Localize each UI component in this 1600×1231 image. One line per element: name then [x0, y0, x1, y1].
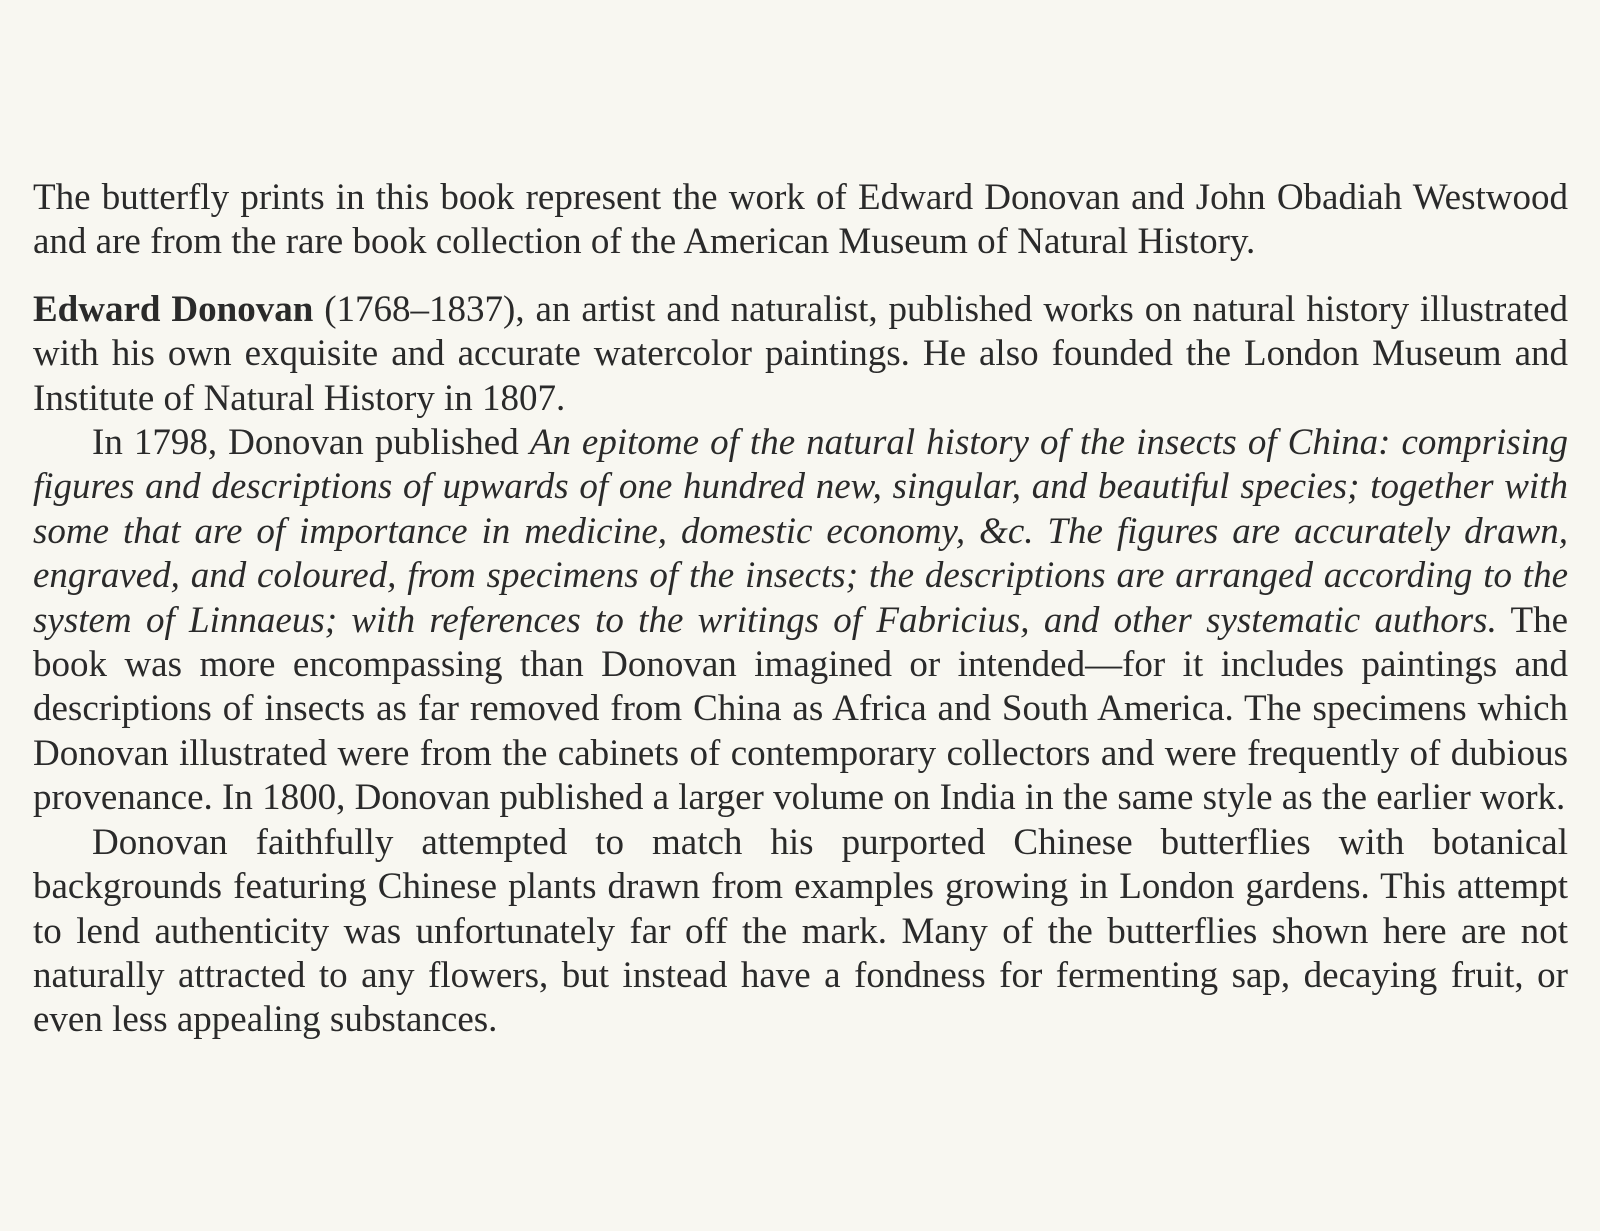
bio-text: (1768–1837), an artist and naturalist, published works on natural history illustrated with his own exquisite and accurate watercolor paintings. He also founded the London Museum and Institute of Natural History in 1807.	[33, 288, 1568, 419]
intro-paragraph: The butterfly prints in this book represent the work of Edward Donovan and John Obadiah Westwood and are from the rare book collection of the American Museum of Natural History.	[33, 177, 1568, 263]
paragraph-lead: In 1798, Donovan published	[92, 422, 530, 464]
book-title: An epitome of the natural history of the insects of China: comprising figures and descriptions of upwards of one hundred new, singular, and beautiful species; together with some that are of importance in medicine, domestic economy, &c. The figures are accurately drawn, engraved, and coloured, from specimens of the insects; the descriptions are arranged according to the system of Linnaeus; with references to the writings of Fabricius, and other systematic authors.	[33, 422, 1568, 641]
body-text	[33, 176, 1568, 1043]
paragraph-rest: The book was more encompassing than Donovan imagined or intended—for it includes paintings and descriptions of insects as far removed from China as Africa and South America. The specimens which Donovan illustrated were from the cabinets of contemporary collectors and were frequently of dubious provenance. In 1800, Donovan published a larger volume on India in the same style as the earlier work.	[33, 599, 1568, 819]
donovan-bio-paragraph	[33, 288, 1568, 421]
botanical-paragraph: Donovan faithfully attempted to match his purported Chinese butterflies with botanical backgrounds featuring Chinese plants drawn from examples growing in London gardens. This attempt to lend authenticity was unfortunately far off the mark. Many of the butterflies shown here are not naturally attracted to any flowers, but instead have a fondness for fermenting sap, decaying fruit, or even less appealing substances.	[33, 821, 1568, 1041]
bio-name: Edward Donovan	[33, 288, 314, 330]
epitome-paragraph	[33, 421, 1568, 821]
